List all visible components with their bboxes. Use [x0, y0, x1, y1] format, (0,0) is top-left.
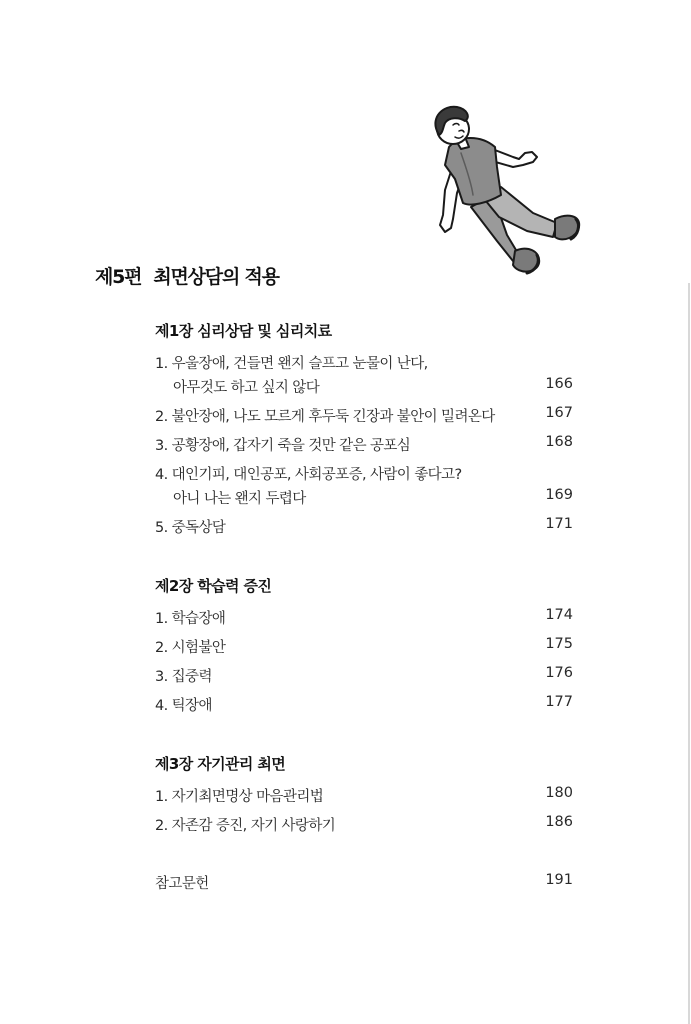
- toc-entry-page: 180: [545, 785, 573, 801]
- toc-entry-title: 2. 시험불안: [155, 640, 226, 656]
- toc-entry-page: 174: [545, 607, 573, 623]
- toc-entry-title: 3. 공황장애, 갑자기 죽을 것만 같은 공포심: [155, 438, 411, 454]
- toc-entry-title: 5. 중독상담: [155, 520, 226, 536]
- references-entry: [155, 872, 573, 894]
- toc-entry-title: 3. 집중력: [155, 669, 212, 685]
- toc-entry: [155, 463, 573, 485]
- part-name: 최면상담의 적용: [153, 266, 279, 288]
- toc-entry-title: 4. 대인기피, 대인공포, 사회공포증, 사람이 좋다고?: [155, 467, 462, 483]
- toc-entry-title: 2. 불안장애, 나도 모르게 후두둑 긴장과 불안이 밀려온다: [155, 409, 495, 425]
- toc-entry: [155, 434, 573, 456]
- part-number: 제5편: [95, 266, 142, 288]
- toc-entry: [155, 607, 573, 629]
- toc-entry: [155, 405, 573, 427]
- toc-entry-page: 175: [545, 636, 573, 652]
- toc-entry: [155, 694, 573, 716]
- references-page: 191: [545, 872, 573, 888]
- chapter-title-1: 제1장 심리상담 및 심리치료: [155, 322, 332, 340]
- toc-entry-page: 171: [545, 516, 573, 532]
- toc-entry-title: 4. 틱장애: [155, 698, 212, 714]
- toc-entry: [155, 814, 573, 836]
- toc-entry-title: 1. 우울장애, 건들면 왠지 슬프고 눈물이 난다,: [155, 356, 428, 372]
- references-label: 참고문헌: [155, 876, 209, 892]
- page-edge-line: [688, 283, 690, 1024]
- toc-entry-title-cont: 아니 나는 왠지 두렵다: [173, 491, 306, 507]
- toc-entry: [155, 665, 573, 687]
- toc-entry-page: 167: [545, 405, 573, 421]
- toc-entry-title: 2. 자존감 증진, 자기 사랑하기: [155, 818, 336, 834]
- toc-entry: [155, 352, 573, 374]
- toc-entry-page: 186: [545, 814, 573, 830]
- toc-entry: [155, 516, 573, 538]
- toc-entry-page: 166: [545, 376, 573, 392]
- toc-entry-page: 169: [545, 487, 573, 503]
- floating-man-illustration: [415, 95, 595, 285]
- chapter-title-3: 제3장 자기관리 최면: [155, 755, 286, 773]
- toc-entry: [155, 487, 573, 509]
- toc-entry: [155, 376, 573, 398]
- part-title: [95, 262, 279, 289]
- toc-entry-title: 1. 학습장애: [155, 611, 226, 627]
- toc-entry: [155, 636, 573, 658]
- toc-entry: [155, 785, 573, 807]
- chapter-title-2: 제2장 학습력 증진: [155, 577, 272, 595]
- toc-entry-page: 168: [545, 434, 573, 450]
- toc-entry-title: 1. 자기최면명상 마음관리법: [155, 789, 324, 805]
- toc-entry-page: 176: [545, 665, 573, 681]
- toc-entry-title-cont: 아무것도 하고 싶지 않다: [173, 380, 320, 396]
- toc-entry-page: 177: [545, 694, 573, 710]
